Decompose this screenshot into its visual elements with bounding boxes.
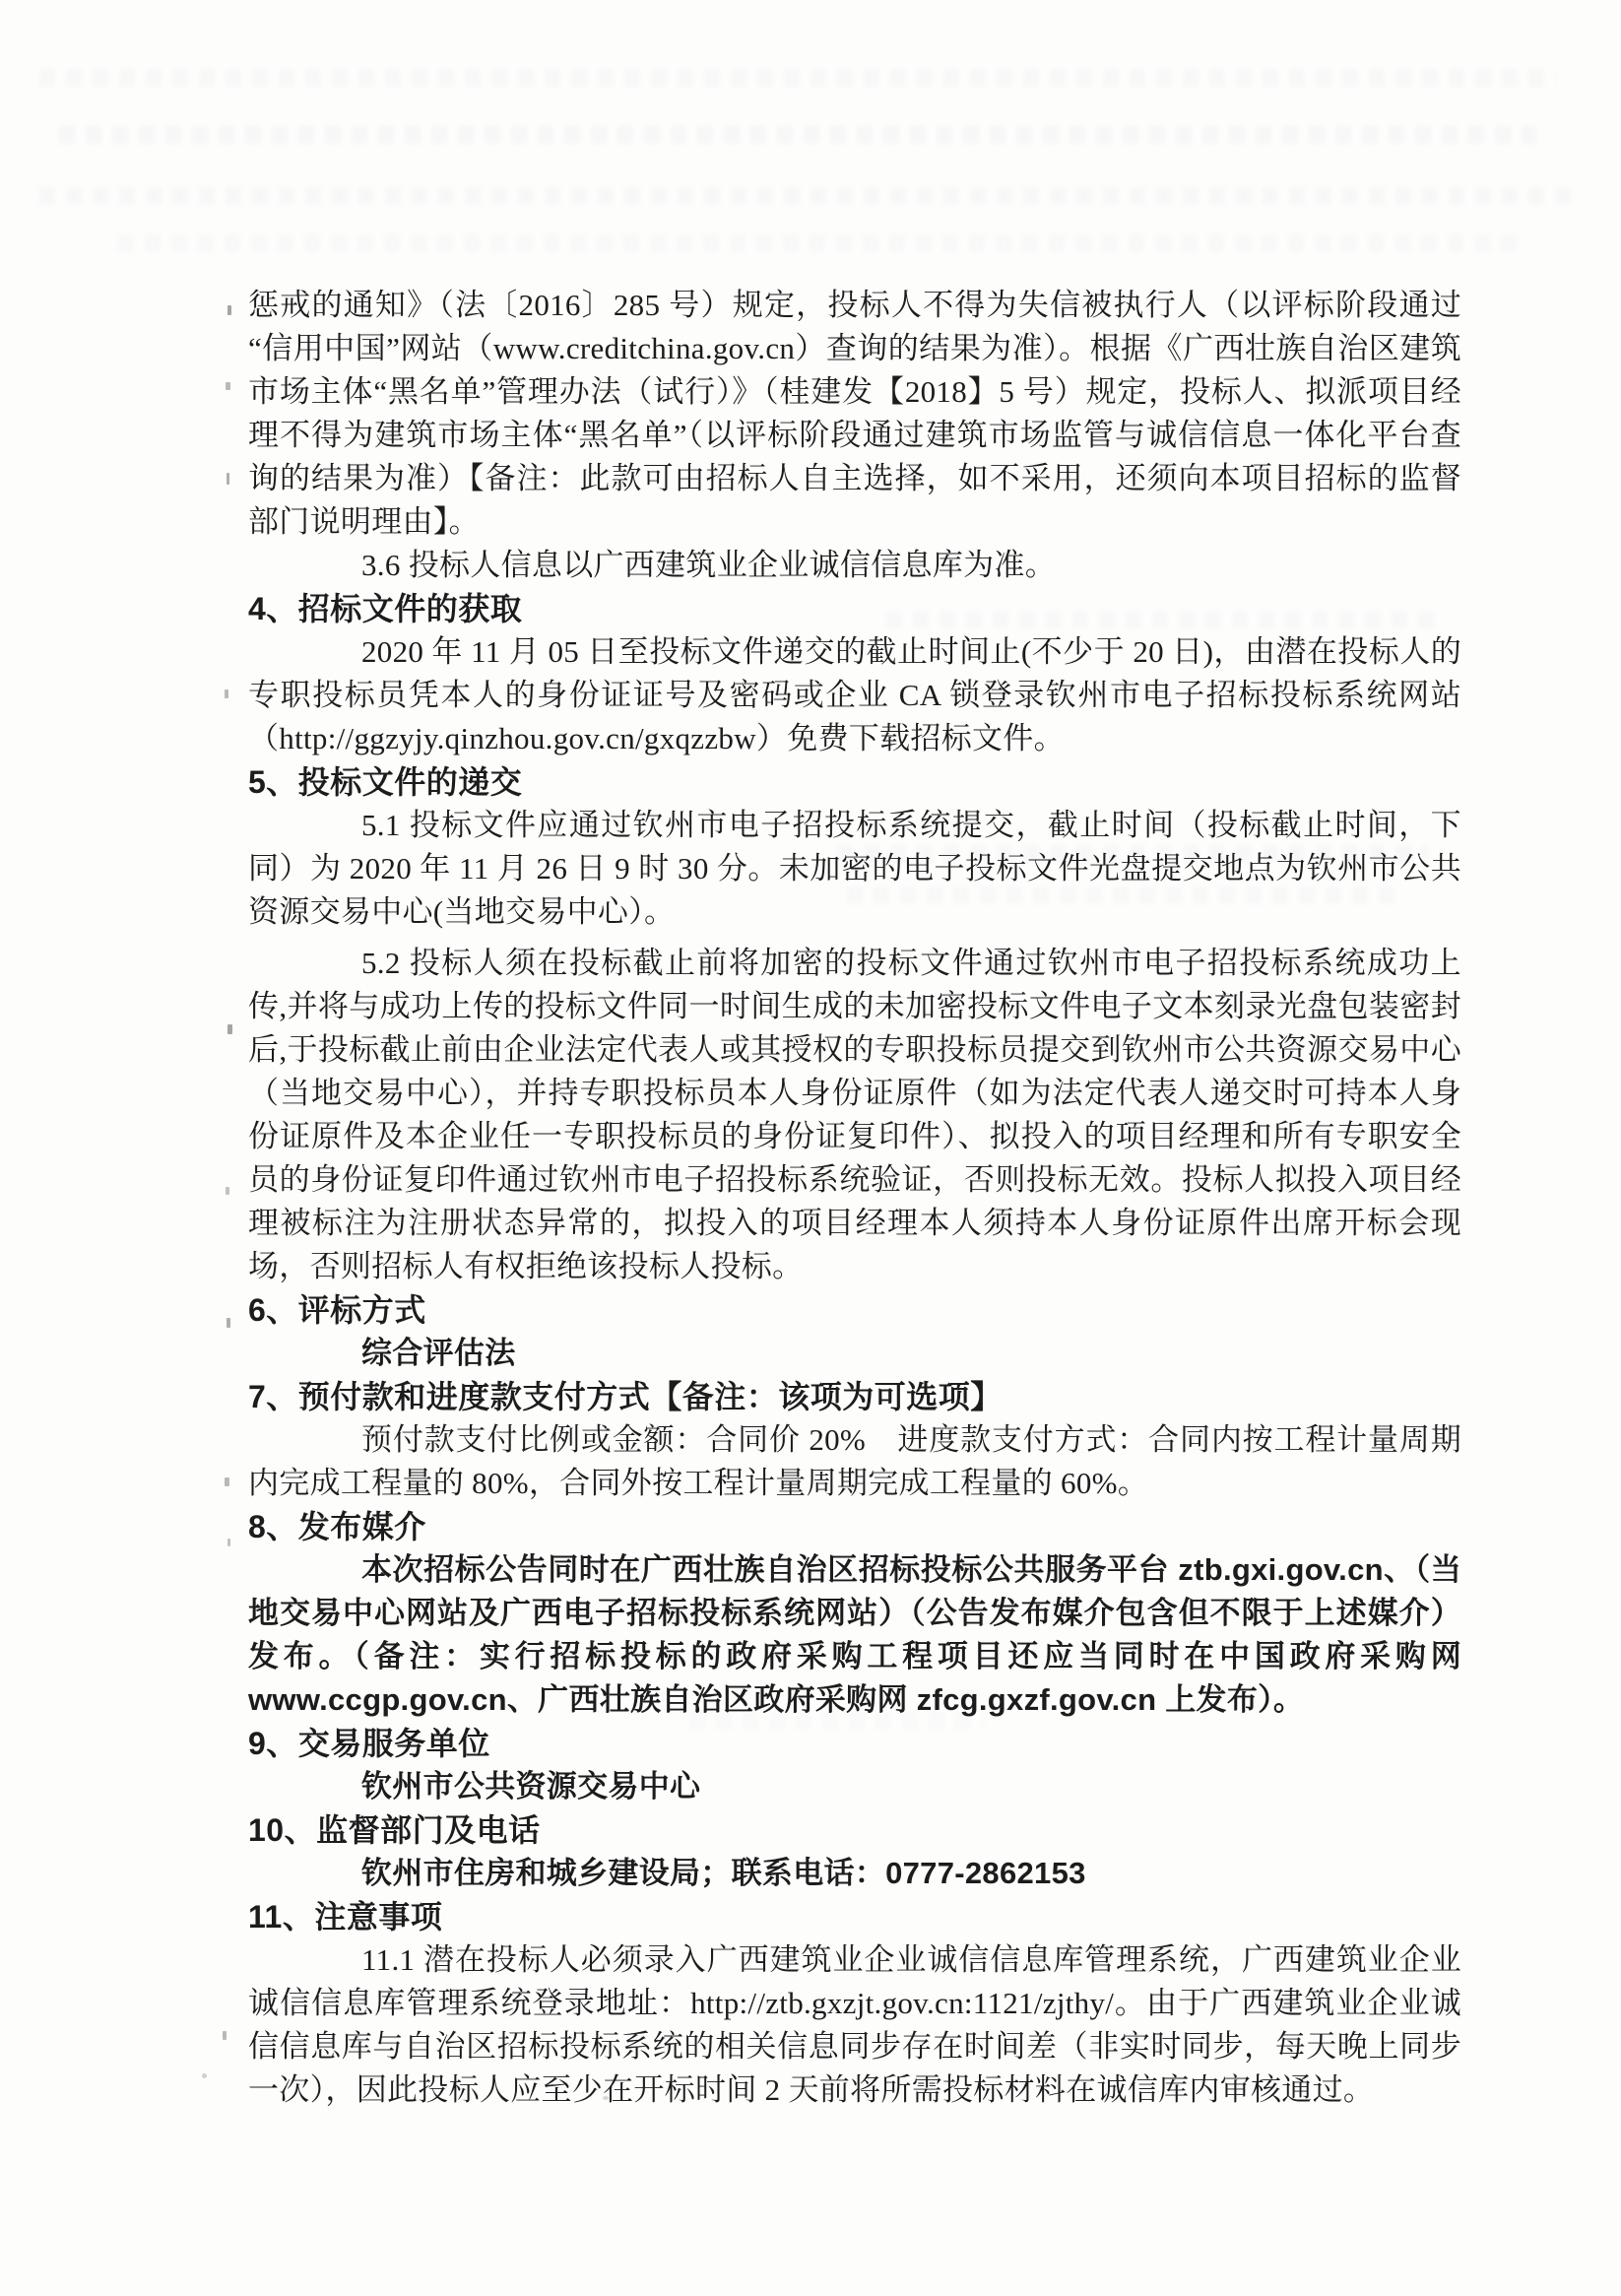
scan-artifact	[59, 126, 1536, 144]
scan-artifact	[227, 1318, 230, 1328]
document-paragraph: 5.2 投标人须在投标截止前将加密的投标文件通过钦州市电子招投标系统成功上传,并将与成功上传的投标文件同一时间生成的未加密投标文件电子文本刻录光盘包装密封后,于投标截止前由企业法定代表人或其授权的专职投标员提交到钦州市公共资源交易中心（当地交易中心），并持专职投标员本人身份证原件（如为法定代表人递交时可持本人身份证原件及本企业任一专职投标员的身份证复印件）、拟投入的项目经理和所有专职安全员的身份证复印件通过钦州市电子招投标系统验证，否则投标无效。投标人拟投入项目经理被标注为注册状态异常的，拟投入的项目经理本人须持本人身份证原件出席开标会现场，否则招标人有权拒绝该投标人投标。	[248, 946, 1461, 1283]
scan-artifact	[39, 187, 1576, 205]
scan-artifact	[227, 1539, 230, 1546]
document-paragraph: 3.6 投标人信息以广西建筑业企业诚信信息库为准。	[361, 548, 1056, 582]
document-paragraph: 本次招标公告同时在广西壮族自治区招标投标公共服务平台 ztb.gxi.gov.cn、（当地交易中心网站及广西电子招标投标系统网站）（公告发布媒介包含但不限于上述媒介）发布。（备注：实行招标投标的政府采购工程项目还应当同时在中国政府采购网 www.ccgp.gov.cn、广西壮族自治区政府采购网 zfcg.gxzf.gov.cn 上发布）。	[248, 1552, 1461, 1717]
document-body	[248, 284, 1461, 2112]
document-paragraph: 钦州市公共资源交易中心	[361, 1769, 701, 1804]
document-paragraph: 2020 年 11 月 05 日至投标文件递交的截止时间止(不少于 20 日)，由潜在投标人的专职投标员凭本人的身份证证号及密码或企业 CA 锁登录钦州市电子招标投标系统网站（http://ggzyjy.qinzhou.gov.cn/gxqzzbw）免费下载招标文件。	[248, 634, 1461, 755]
scan-artifact	[202, 2073, 207, 2078]
document-paragraph: 11.1 潜在投标人必须录入广西建筑业企业诚信信息库管理系统，广西建筑业企业诚信信息库管理系统登录地址：http://ztb.gxzjt.gov.cn:1121/zjthy/。由于广西建筑业企业诚信信息库与自治区招标投标系统的相关信息同步存在时间差（非实时同步，每天晚上同步一次），因此投标人应至少在开标时间 2 天前将所需投标材料在诚信库内审核通过。	[248, 1942, 1461, 2107]
scan-artifact	[223, 2031, 227, 2040]
section-heading: 4、招标文件的获取	[248, 591, 523, 626]
scan-artifact	[39, 69, 1556, 87]
scan-artifact	[227, 305, 231, 315]
section-heading: 5、投标文件的递交	[248, 764, 523, 800]
section-heading: 11、注意事项	[248, 1899, 443, 1935]
scan-artifact	[225, 1477, 229, 1486]
document-paragraph: 综合评估法	[361, 1336, 516, 1370]
document-paragraph: 5.1 投标文件应通过钦州市电子招投标系统提交，截止时间（投标截止时间，下同）为 2020 年 11 月 26 日 9 时 30 分。未加密的电子投标文件光盘提交地点为钦州市公共资源交易中心(当地交易中心）。	[248, 808, 1461, 929]
section-heading: 7、预付款和进度款支付方式【备注：该项为可选项】	[248, 1379, 1003, 1414]
section-heading: 8、发布媒介	[248, 1509, 426, 1544]
scan-artifact	[226, 1187, 229, 1195]
scan-artifact	[227, 473, 229, 485]
section-heading: 9、交易服务单位	[248, 1726, 490, 1761]
section-heading: 6、评标方式	[248, 1292, 426, 1328]
scan-artifact	[226, 382, 230, 390]
document-paragraph: 惩戒的通知》（法〔2016〕285 号）规定，投标人不得为失信被执行人（以评标阶段通过“信用中国”网站（www.creditchina.gov.cn）查询的结果为准）。根据《广西壮族自治区建筑市场主体“黑名单”管理办法（试行）》（桂建发【2018】5 号）规定，投标人、拟派项目经理不得为建筑市场主体“黑名单”（以评标阶段通过建筑市场监管与诚信信息一体化平台查询的结果为准）【备注：此款可由招标人自主选择，如不采用，还须向本项目招标的监督部门说明理由】。	[248, 288, 1461, 539]
section-heading: 10、监督部门及电话	[248, 1812, 541, 1848]
scan-artifact	[118, 234, 1517, 252]
document-paragraph: 钦州市住房和城乡建设局；联系电话：0777-2862153	[361, 1856, 1086, 1890]
scan-artifact	[225, 689, 228, 698]
document-paragraph: 预付款支付比例或金额：合同价 20% 进度款支付方式：合同内按工程计量周期内完成工程量的 80%，合同外按工程计量周期完成工程量的 60%。	[248, 1422, 1461, 1500]
scan-artifact	[227, 1024, 232, 1034]
